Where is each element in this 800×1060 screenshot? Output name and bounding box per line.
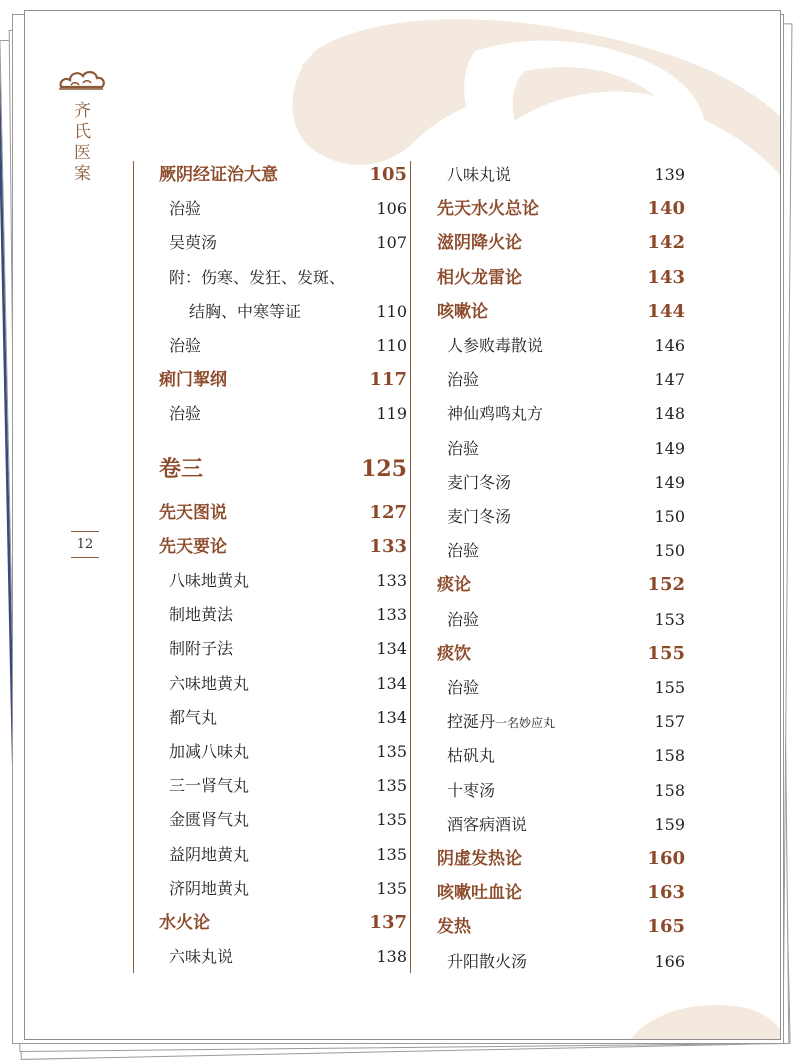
column-divider	[133, 161, 134, 973]
toc-entry-page: 158	[654, 780, 685, 800]
toc-entry-title: 先天图说	[159, 502, 227, 523]
toc-entry-title: 治验	[447, 678, 480, 697]
toc-entry[interactable]	[437, 605, 685, 635]
toc-entry-page: 107	[376, 233, 407, 253]
toc-entry[interactable]	[159, 399, 407, 429]
toc-entry-title: 治验	[447, 370, 480, 390]
toc-entry[interactable]	[437, 810, 685, 840]
toc-entry[interactable]	[437, 434, 685, 464]
toc-entry[interactable]	[437, 776, 685, 806]
toc-entry-page: 135	[376, 742, 407, 761]
cloud-logo-icon	[57, 65, 107, 97]
toc-entry-title: 制地黄法	[169, 605, 234, 625]
book-title: 齐氏医案	[74, 101, 92, 184]
toc-entry-title: 控涎丹一名妙应丸	[447, 712, 556, 732]
toc-section-entry[interactable]	[437, 228, 685, 258]
toc-entry-page: 159	[654, 814, 685, 834]
toc-section-entry[interactable]	[159, 498, 407, 528]
toc-entry-page: 139	[654, 165, 685, 184]
toc-entry-title: 咳嗽吐血论	[437, 883, 522, 904]
toc-entry-page: 135	[376, 878, 407, 898]
toc-entry-title: 八味地黄丸	[169, 571, 250, 590]
column-divider	[410, 161, 411, 973]
toc-entry-page: 149	[654, 472, 685, 492]
toc-entry-page: 110	[376, 301, 407, 321]
toc-entry[interactable]	[437, 947, 685, 977]
toc-entry-page: 166	[654, 951, 685, 971]
toc-entry[interactable]	[437, 707, 685, 737]
toc-entry[interactable]	[159, 263, 407, 293]
toc-entry-page: 135	[376, 810, 407, 830]
toc-entry-title: 先天水火总论	[437, 199, 539, 220]
toc-entry-title: 六味丸说	[169, 947, 234, 967]
toc-entry-title: 枯矾丸	[447, 746, 496, 766]
toc-entry[interactable]	[437, 399, 685, 429]
toc-entry-title: 结胸、中寒等证	[189, 301, 302, 321]
toc-entry-title: 十枣汤	[447, 780, 496, 800]
toc-entry[interactable]	[159, 771, 407, 801]
toc-entry-page: 143	[647, 266, 685, 288]
toc-entry-title: 神仙鸡鸣丸方	[447, 404, 544, 424]
toc-entry[interactable]	[159, 634, 407, 664]
toc-entry-title: 附：伤寒、发狂、发斑、	[169, 267, 346, 287]
toc-entry[interactable]	[437, 160, 685, 190]
toc-entry-title: 升阳散火汤	[447, 951, 528, 971]
toc-entry-title: 六味地黄丸	[169, 673, 250, 693]
toc-entry-title: 吴萸汤	[169, 233, 218, 253]
page-number: 12	[71, 531, 99, 558]
toc-entry-page: 155	[654, 678, 685, 697]
toc-entry-page: 148	[654, 404, 685, 424]
toc-section-entry[interactable]	[437, 844, 685, 874]
toc-entry-title: 治验	[447, 609, 480, 629]
toc-entry-title: 金匮肾气丸	[169, 810, 250, 830]
toc-entry[interactable]	[437, 536, 685, 566]
toc-section-entry[interactable]	[159, 454, 407, 484]
toc-entry[interactable]	[159, 566, 407, 596]
toc-entry-page: 134	[376, 707, 407, 727]
toc-entry-title: 滋阴降火论	[437, 233, 522, 254]
toc-entry[interactable]	[159, 194, 407, 224]
toc-entry-title: 治验	[169, 199, 202, 219]
toc-entry-title: 痢门挈纲	[159, 370, 227, 391]
toc-section-entry[interactable]	[159, 908, 407, 938]
toc-entry-title: 相火龙雷论	[437, 267, 522, 288]
toc-section-entry[interactable]	[437, 263, 685, 293]
toc-entry-page: 105	[369, 164, 407, 185]
toc-entry-title: 厥阴经证治大意	[159, 165, 278, 185]
toc-entry-page: 140	[647, 198, 685, 220]
toc-entry-page: 135	[376, 776, 407, 796]
toc-entry[interactable]	[159, 669, 407, 699]
toc-entry[interactable]	[159, 703, 407, 733]
toc-entry-title: 治验	[447, 541, 480, 561]
toc-entry[interactable]	[159, 942, 407, 972]
toc-entry[interactable]	[159, 840, 407, 870]
toc-section-entry[interactable]	[159, 532, 407, 562]
toc-entry-page: 106	[376, 199, 407, 219]
toc-entry-title: 水火论	[159, 913, 210, 933]
toc-entry-title: 人参败毒散说	[447, 336, 544, 355]
toc-entry-page: 133	[369, 535, 407, 557]
toc-section-entry[interactable]	[159, 160, 407, 190]
toc-entry-page: 135	[376, 844, 407, 864]
toc-section-entry[interactable]	[159, 365, 407, 395]
toc-entry[interactable]	[437, 365, 685, 395]
toc-entry-title: 阴虚发热论	[437, 849, 522, 869]
toc-entry-title: 发热	[437, 917, 471, 938]
toc-entry-page: 138	[376, 947, 407, 967]
toc-section-entry[interactable]	[437, 194, 685, 224]
toc-entry-title: 治验	[447, 438, 480, 458]
toc-entry-page: 142	[647, 232, 685, 254]
toc-entry-title: 治验	[169, 404, 202, 424]
toc-entry-page: 110	[376, 336, 407, 355]
toc-entry-title: 麦门冬汤	[447, 507, 512, 526]
toc-entry-title: 制附子法	[169, 639, 234, 659]
toc-entry-page: 158	[654, 746, 685, 766]
toc-entry-title: 益阴地黄丸	[169, 844, 250, 864]
toc-entry-page: 165	[647, 916, 685, 938]
toc-entry-title: 八味丸说	[447, 165, 512, 184]
toc-entry-page: 117	[369, 369, 407, 391]
toc-entry-page: 144	[647, 300, 685, 322]
toc-entry[interactable]	[437, 468, 685, 498]
toc-entry-page: 127	[369, 501, 407, 523]
toc-entry-title: 咳嗽论	[437, 301, 488, 322]
toc-section-entry[interactable]	[437, 570, 685, 600]
toc-entry-title: 治验	[169, 336, 202, 355]
toc-entry[interactable]	[437, 741, 685, 771]
toc-entry[interactable]	[159, 737, 407, 767]
toc-entry-page: 133	[376, 605, 407, 625]
toc-entry-page: 157	[654, 712, 685, 732]
toc-entry[interactable]	[159, 600, 407, 630]
toc-entry-title: 先天要论	[159, 536, 227, 557]
toc-entry-page: 137	[369, 912, 407, 933]
toc-entry-page: 152	[647, 574, 685, 596]
toc-section-entry[interactable]	[437, 912, 685, 942]
toc-entry[interactable]	[437, 502, 685, 532]
toc-entry-page: 134	[376, 673, 407, 693]
toc-entry-page: 146	[654, 336, 685, 355]
book-page	[24, 10, 781, 1040]
toc-section-entry[interactable]	[437, 639, 685, 669]
toc-entry-title: 加减八味丸	[169, 742, 250, 761]
cloud-pattern-decoration	[275, 11, 781, 181]
toc-entry[interactable]	[159, 874, 407, 904]
toc-entry-page: 153	[654, 609, 685, 629]
toc-entry-page: 150	[654, 541, 685, 561]
toc-entry-page: 133	[376, 571, 407, 590]
toc-entry-page: 160	[647, 848, 685, 869]
toc-entry[interactable]	[159, 805, 407, 835]
toc-entry[interactable]	[159, 228, 407, 258]
toc-entry-title: 麦门冬汤	[447, 472, 512, 492]
toc-entry-page: 150	[654, 507, 685, 526]
toc-entry-page: 147	[654, 370, 685, 390]
toc-entry-page: 134	[376, 639, 407, 659]
toc-entry-page: 163	[647, 882, 685, 904]
toc-entry-title: 都气丸	[169, 707, 218, 727]
toc-entry[interactable]	[159, 331, 407, 361]
toc-entry-title: 三一肾气丸	[169, 776, 250, 796]
cloud-pattern-decoration	[625, 996, 781, 1040]
toc-entry-title: 痰饮	[437, 643, 471, 664]
toc-entry-page: 149	[654, 438, 685, 458]
toc-entry-title: 酒客病酒说	[447, 814, 528, 834]
toc-entry-title: 济阴地黄丸	[169, 878, 250, 898]
toc-entry-title: 卷三	[159, 455, 204, 482]
toc-entry-page: 155	[647, 642, 685, 664]
toc-section-entry[interactable]	[437, 878, 685, 908]
toc-section-entry[interactable]	[437, 297, 685, 327]
toc-entry-note: 一名妙应丸	[495, 716, 556, 731]
toc-entry-page: 119	[376, 404, 407, 424]
toc-entry[interactable]	[437, 331, 685, 361]
toc-entry[interactable]	[159, 297, 407, 327]
toc-entry-title: 痰论	[437, 575, 471, 596]
toc-entry[interactable]	[437, 673, 685, 703]
toc-entry-page: 125	[361, 455, 407, 482]
